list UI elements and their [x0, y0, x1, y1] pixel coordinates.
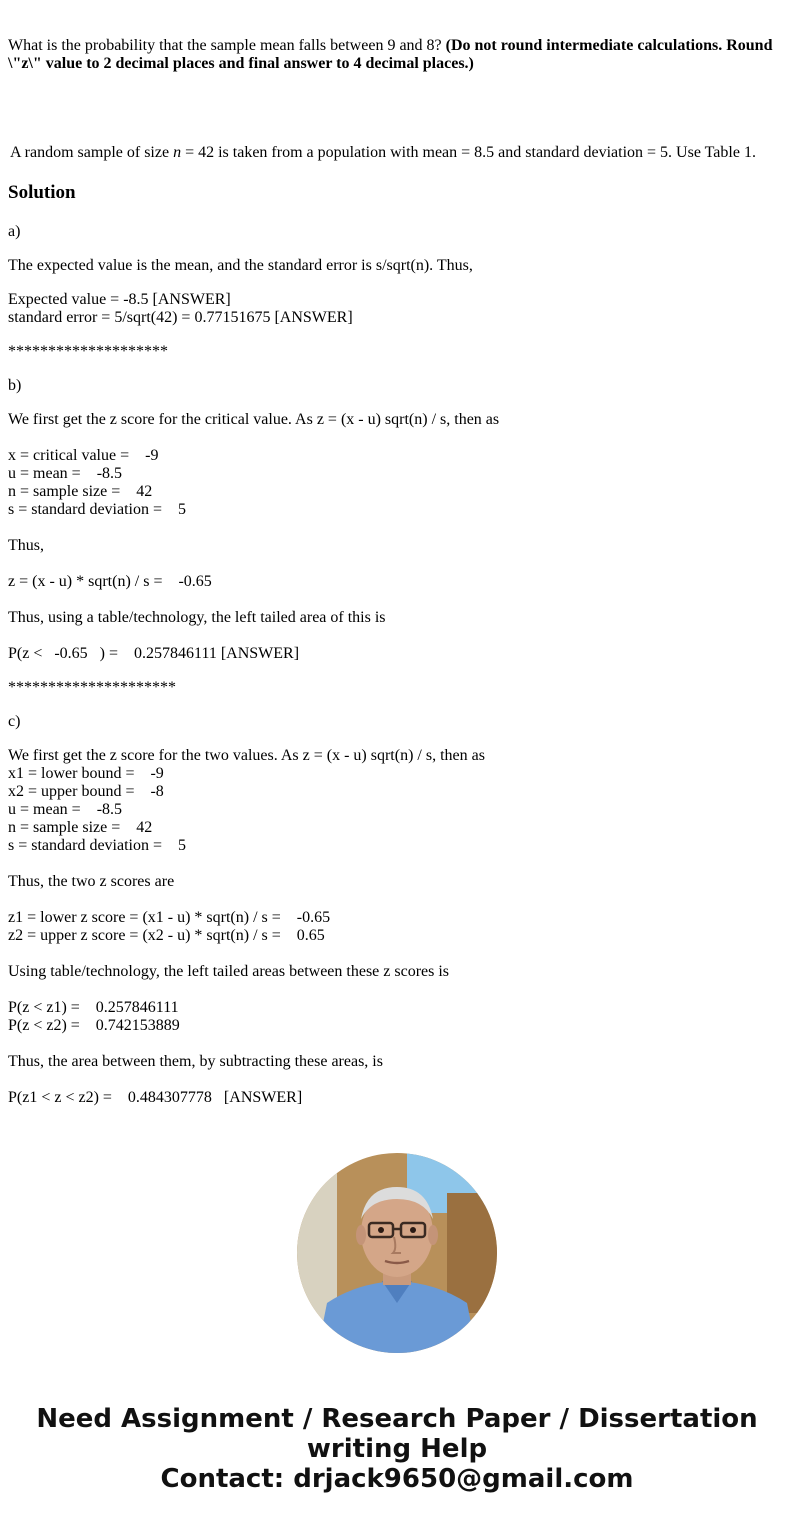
part-a-intro: The expected value is the mean, and the standard error is s/sqrt(n). Thus, — [8, 257, 473, 274]
standard-error-line: standard error = 5/sqrt(42) = 0.77151675 [ANSWER] — [8, 309, 353, 326]
part-c-areas-line: Using table/technology, the left tailed areas between these z scores is — [8, 963, 450, 980]
part-b-thus: Thus, — [8, 537, 44, 554]
part-c-intro: We first get the z score for the two values. As z = (x - u) sqrt(n) / s, then as — [8, 747, 485, 764]
part-b-u-line: u = mean = -8.5 — [8, 465, 123, 482]
part-c-z2-line: z2 = upper z score = (x2 - u) * sqrt(n) / s = 0.65 — [8, 927, 325, 944]
part-b-z-line: z = (x - u) * sqrt(n) / s = -0.65 — [8, 573, 212, 590]
part-c-pz1-line: P(z < z1) = 0.257846111 — [8, 999, 179, 1016]
part-c-n-line: n = sample size = 42 — [8, 819, 153, 836]
expected-value-line: Expected value = -8.5 [ANSWER] — [8, 291, 231, 308]
part-b-intro: We first get the z score for the critical value. As z = (x - u) sqrt(n) / s, then as — [8, 411, 500, 428]
question-text — [8, 37, 788, 73]
solution-heading: Solution — [8, 182, 76, 203]
part-c-subtract-line: Thus, the area between them, by subtracting these areas, is — [8, 1053, 383, 1070]
separator-a: ******************** — [8, 343, 168, 360]
given-n-symbol: n — [173, 144, 182, 161]
separator-b: ********************* — [8, 679, 176, 696]
part-c-z1-line: z1 = lower z score = (x1 - u) * sqrt(n) / s = -0.65 — [8, 909, 331, 926]
part-a-label: a) — [8, 223, 21, 240]
part-b-n-line: n = sample size = 42 — [8, 483, 153, 500]
author-portrait-image — [297, 1153, 497, 1353]
part-c-u-line: u = mean = -8.5 — [8, 801, 123, 818]
part-c-final-line: P(z1 < z < z2) = 0.484307778 [ANSWER] — [8, 1089, 303, 1106]
question-prompt: What is the probability that the sample mean falls between 9 and 8? — [8, 37, 446, 54]
part-c-pz2-line: P(z < z2) = 0.742153889 — [8, 1017, 180, 1034]
problem-statement — [10, 144, 756, 162]
footer-line-2: writing Help — [306, 1434, 488, 1464]
part-b-p-line: P(z < -0.65 ) = 0.257846111 [ANSWER] — [8, 645, 300, 662]
footer-contact-line: Contact: drjack9650@gmail.com — [160, 1464, 634, 1494]
given-prefix: A random sample of size — [10, 144, 174, 161]
part-c-s-line: s = standard deviation = 5 — [8, 837, 187, 854]
part-b-table-line: Thus, using a table/technology, the left tailed area of this is — [8, 609, 386, 626]
part-b-x-line: x = critical value = -9 — [8, 447, 159, 464]
footer-line-1: Need Assignment / Research Paper / Dissertation — [36, 1404, 758, 1434]
author-avatar — [297, 1153, 497, 1353]
part-c-x2-line: x2 = upper bound = -8 — [8, 783, 164, 800]
part-c-label: c) — [8, 713, 21, 730]
part-c-x1-line: x1 = lower bound = -9 — [8, 765, 164, 782]
part-b-s-line: s = standard deviation = 5 — [8, 501, 187, 518]
given-suffix: = 42 is taken from a population with mean = 8.5 and standard deviation = 5. Use Table 1. — [181, 144, 756, 161]
question-instructions: (Do not round intermediate calculations. Round \"z\" value to 2 decimal places and final answer to 4 decimal places.) — [8, 37, 773, 72]
part-c-two-z: Thus, the two z scores are — [8, 873, 175, 890]
part-b-label: b) — [8, 377, 22, 394]
